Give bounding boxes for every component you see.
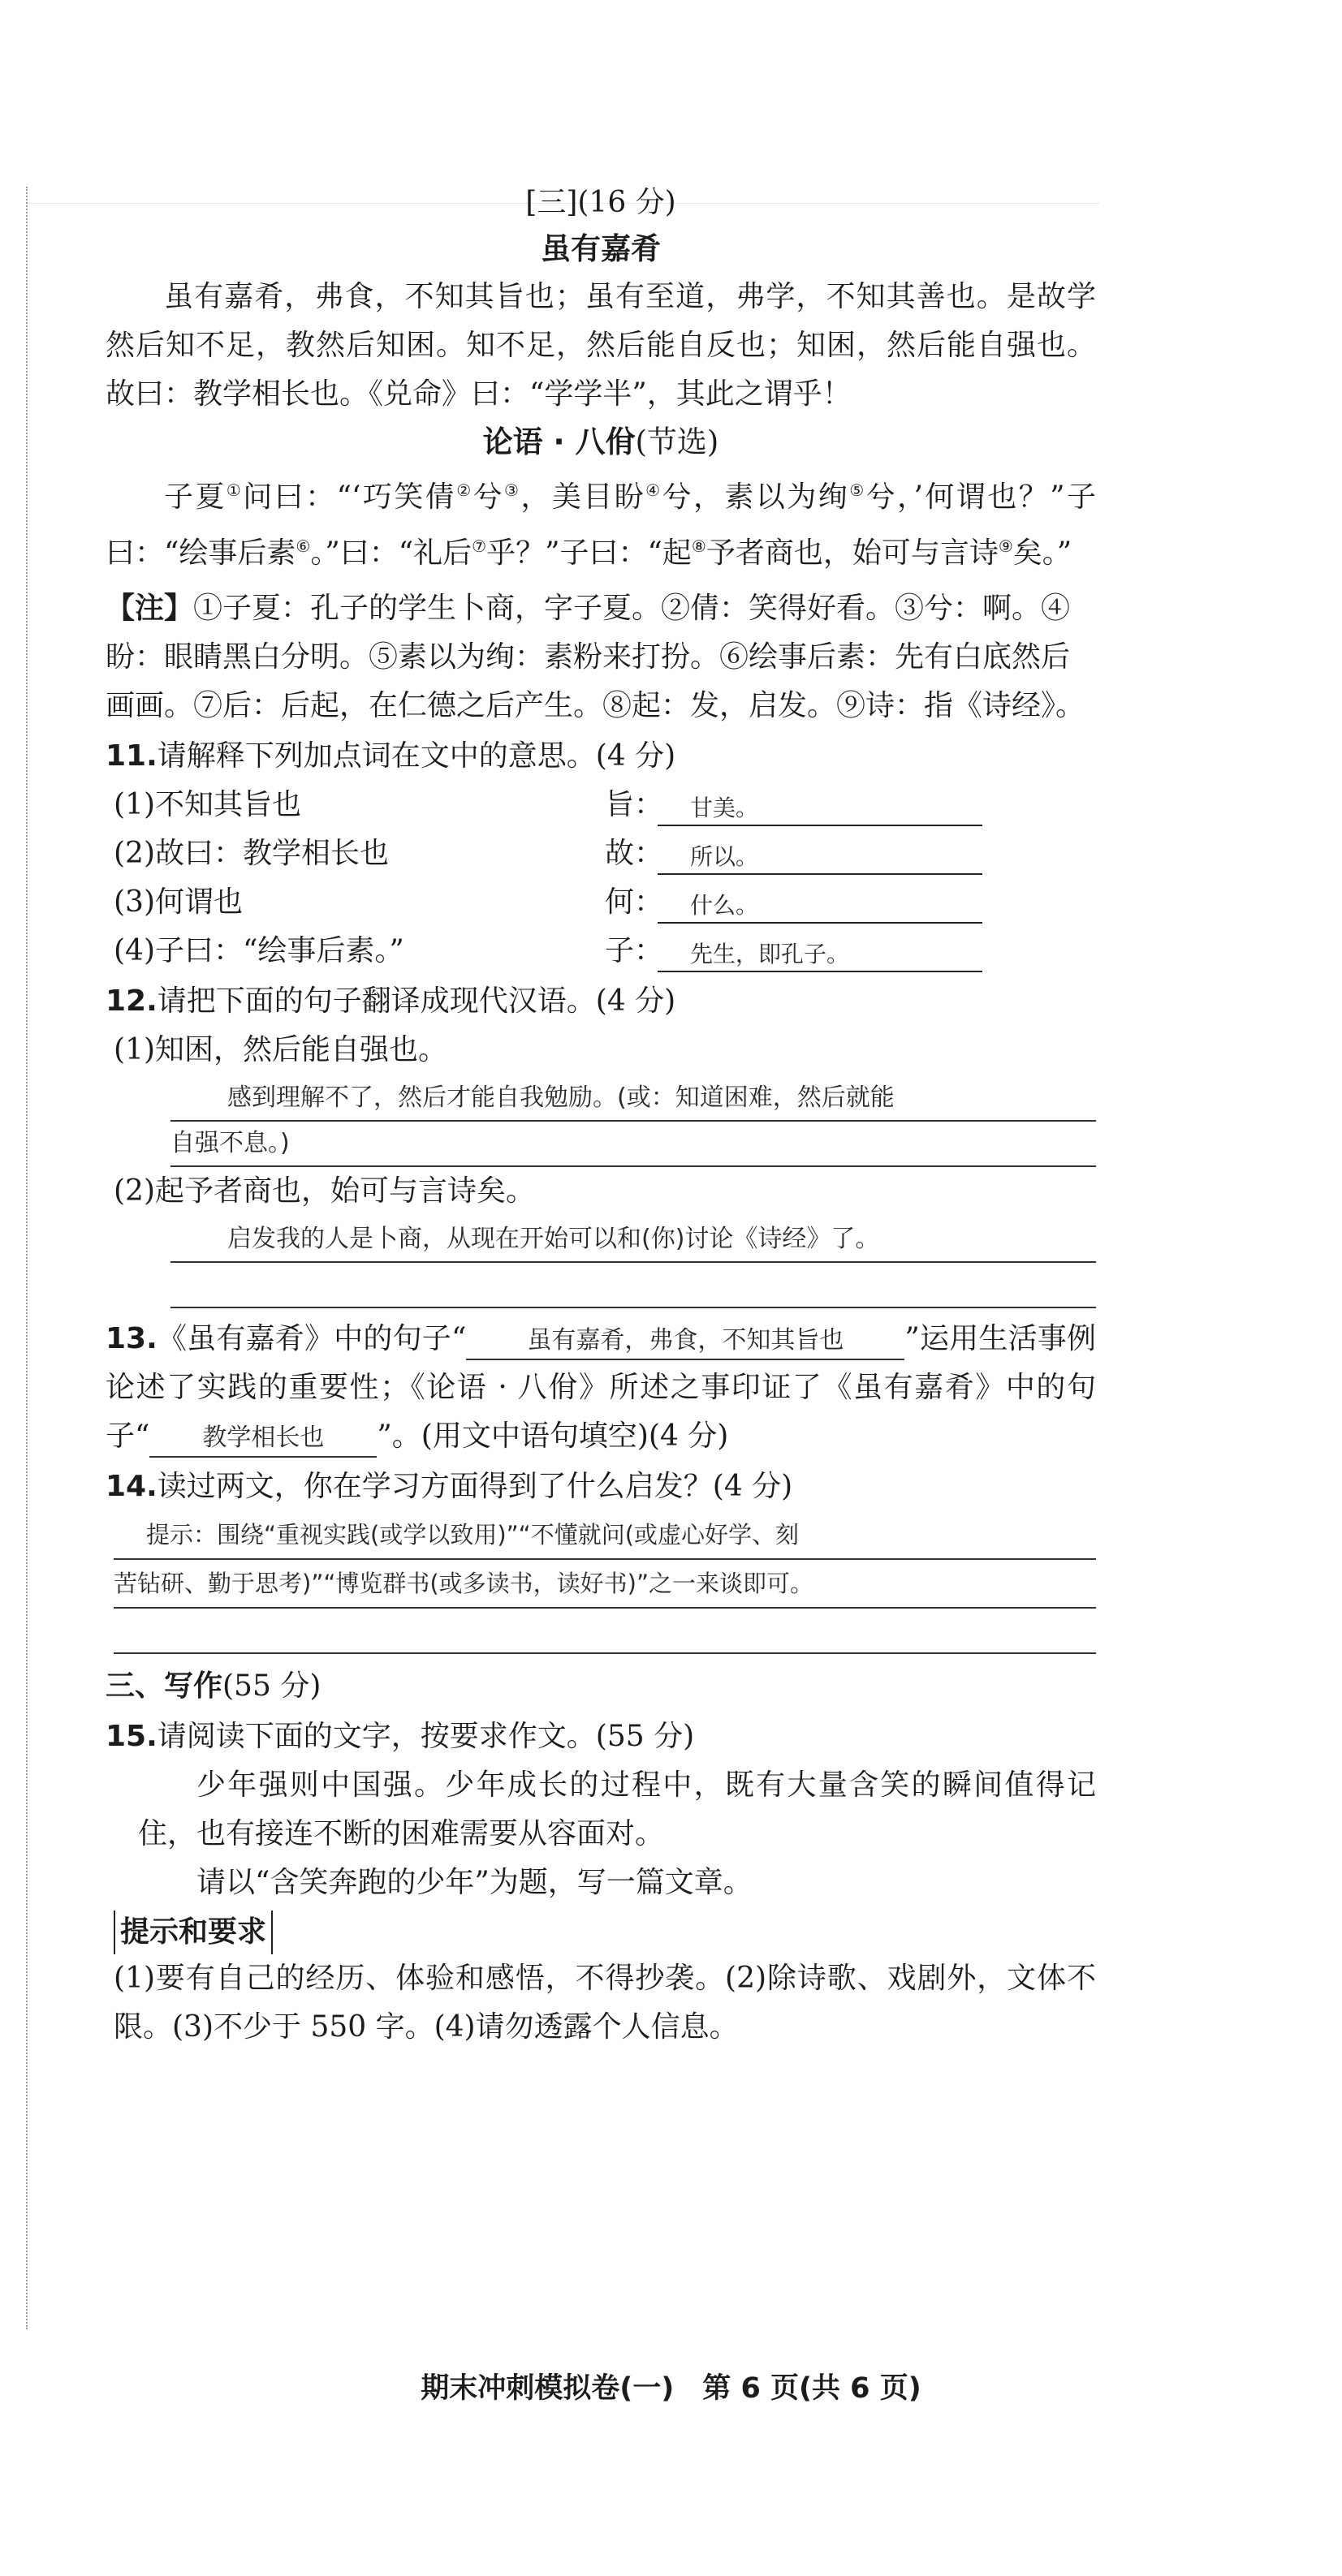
q11-item-key: 子： xyxy=(605,934,664,967)
q11-item-key: 旨： xyxy=(605,788,664,821)
q11-item xyxy=(106,878,1096,927)
q12-answer-1-line-2[interactable]: 自强不息。) xyxy=(170,1122,1096,1167)
q11-item-key: 故： xyxy=(605,837,664,870)
p2-seg: 兮 xyxy=(473,480,505,514)
p2-footnote-marker: ③ xyxy=(504,480,521,500)
q13-text-3: ”。(用文中语句填空)(4 分) xyxy=(377,1419,729,1453)
question-prompt: 请阅读下面的文字，按要求作文。(55 分) xyxy=(157,1720,695,1753)
question-15 xyxy=(106,1712,1096,1761)
q11-item-text: (4)子曰：“绘事后素。” xyxy=(114,934,404,967)
passage-2-title-main: 论语 · 八佾 xyxy=(482,424,636,459)
q15-requirements: (1)要有自己的经历、体验和感悟，不得抄袭。(2)除诗歌、戏剧外，文体不限。(3)不少于 550 字。(4)请勿透露个人信息。 xyxy=(114,1962,1096,2044)
passage-1-text: 虽有嘉肴，弗食，不知其旨也；虽有至道，弗学，不知其善也。是故学然后知不足，教然后知困。知不足，然后能自反也；知困，然后能自强也。故曰：教学相长也。《兑命》曰：“学学半”，其此之谓乎！ xyxy=(106,280,1096,411)
q11-item-text: (3)何谓也 xyxy=(114,885,243,919)
p2-footnote-marker: ② xyxy=(456,480,473,500)
question-14 xyxy=(106,1462,1096,1511)
q13-text-1: 《虽有嘉肴》中的句子“ xyxy=(157,1322,467,1355)
q11-item xyxy=(106,829,1096,878)
p2-footnote-marker: ⑥ xyxy=(296,536,311,556)
q12-answer-2-line-1[interactable]: 启发我的人是卜商，从现在开始可以和(你)讨论《诗经》了。 xyxy=(170,1217,1096,1263)
question-number: 15. xyxy=(106,1720,158,1753)
section-writing-points: (55 分) xyxy=(222,1669,321,1703)
exam-page xyxy=(106,180,1096,2052)
section-writing-label: 三、写作 xyxy=(106,1669,223,1703)
q13-blank-1[interactable]: 虽有嘉肴，弗食，不知其旨也 xyxy=(466,1323,904,1360)
q12-answer-2-line-2[interactable] xyxy=(170,1263,1096,1308)
question-number: 12. xyxy=(106,984,158,1018)
q11-item-key: 何： xyxy=(605,885,664,919)
requirements-label: 提示和要求 xyxy=(114,1910,273,1954)
q12-sentence-1: (1)知困，然后能自强也。 xyxy=(114,1033,447,1066)
q12-answer-1-line-1[interactable]: 感到理解不了，然后才能自我勉励。(或：知道困难，然后就能 xyxy=(170,1076,1096,1122)
q11-answer-field[interactable]: 所以。 xyxy=(658,839,982,875)
p2-seg: 子夏 xyxy=(164,480,227,514)
p2-seg: ，美目盼 xyxy=(520,480,646,514)
passage-2-title-note: (节选) xyxy=(635,424,719,459)
question-number: 13. xyxy=(106,1322,158,1355)
annotations xyxy=(106,584,1096,730)
q15-instruction: 请以“含笑奔跑的少年”为题，写一篇文章。 xyxy=(196,1866,753,1899)
notes-label: 【注】 xyxy=(106,592,194,625)
q11-answer-field[interactable]: 甘美。 xyxy=(658,790,982,826)
question-prompt: 请把下面的句子翻译成现代汉语。(4 分) xyxy=(157,984,676,1018)
question-number: 14. xyxy=(106,1470,158,1503)
section-3-header: [三](16 分) xyxy=(525,186,676,219)
q11-answer-field[interactable]: 先生，即孔子。 xyxy=(658,937,982,972)
p2-footnote-marker: ⑤ xyxy=(849,480,866,500)
p2-footnote-marker: ⑦ xyxy=(472,536,487,556)
question-prompt: 读过两文，你在学习方面得到了什么启发？(4 分) xyxy=(157,1470,793,1503)
section-writing-header xyxy=(106,1662,1096,1711)
q14-answer-line-1[interactable]: 提示：围绕“重视实践(或学以致用)”“不懂就问(或虚心好学、刻 xyxy=(114,1511,1096,1560)
question-number: 11. xyxy=(106,739,158,773)
q11-answer-field[interactable]: 什么。 xyxy=(658,888,982,924)
q11-item-text: (2)故曰：教学相长也 xyxy=(114,837,389,870)
passage-2-title xyxy=(106,419,1096,466)
q14-answer-line-3[interactable] xyxy=(114,1609,1096,1654)
p2-footnote-marker: ⑨ xyxy=(998,536,1013,556)
question-13 xyxy=(106,1315,1096,1461)
question-11 xyxy=(106,732,1096,781)
p2-seg: 予者商也，始可与言诗 xyxy=(706,536,999,570)
q15-requirements-header xyxy=(106,1910,1096,1954)
p2-footnote-marker: ① xyxy=(226,480,244,500)
passage-2-text xyxy=(106,466,1096,578)
p2-seg: 。”曰：“礼后 xyxy=(310,536,473,570)
p2-footnote-marker: ⑧ xyxy=(691,536,706,556)
question-12 xyxy=(106,977,1096,1026)
p2-footnote-marker: ④ xyxy=(645,480,662,500)
page-footer: 期末冲刺模拟卷(一) 第 6 页(共 6 页) xyxy=(421,2372,921,2405)
p2-seg: 兮，’何谓也？”子曰：“绘事后素 xyxy=(106,480,1096,570)
p2-seg: 问曰：“‘巧笑倩 xyxy=(243,480,457,514)
q11-item-text: (1)不知其旨也 xyxy=(114,788,301,821)
q11-item xyxy=(106,927,1096,976)
q13-blank-2[interactable]: 教学相长也 xyxy=(149,1420,377,1458)
q14-answer-line-2[interactable]: 苦钻研、勤于思考)”“博览群书(或多读书，读好书)”之一来谈即可。 xyxy=(114,1560,1096,1609)
p2-seg: 兮，素以为绚 xyxy=(662,480,850,514)
notes-text: ①子夏：孔子的学生卜商，字子夏。②倩：笑得好看。③兮：啊。④盼：眼睛黑白分明。⑤素以为绚：素粉来打扮。⑥绘事后素：先有白底然后画画。⑦后：后起，在仁德之后产生。⑧起：发，启发。⑨诗：指《诗经》。 xyxy=(106,592,1085,722)
q12-sentence-2: (2)起予者商也，始可与言诗矣。 xyxy=(114,1174,535,1208)
p2-seg: 乎？”子曰：“起 xyxy=(486,536,692,570)
q13-text-2: ”运用生活事例论述了实践的重要性；《论语 · 八佾》所述之事印证了《虽有嘉肴》中的句子“ xyxy=(106,1322,1096,1453)
question-prompt: 请解释下列加点词在文中的意思。(4 分) xyxy=(157,739,676,773)
q11-item xyxy=(106,781,1096,829)
passage-1-title: 虽有嘉肴 xyxy=(541,231,661,266)
binding-fold-line xyxy=(26,187,28,2329)
q15-material: 少年强则中国强。少年成长的过程中，既有大量含笑的瞬间值得记住，也有接连不断的困难需要从容面对。 xyxy=(138,1768,1096,1850)
p2-seg: 矣。” xyxy=(1012,536,1072,570)
